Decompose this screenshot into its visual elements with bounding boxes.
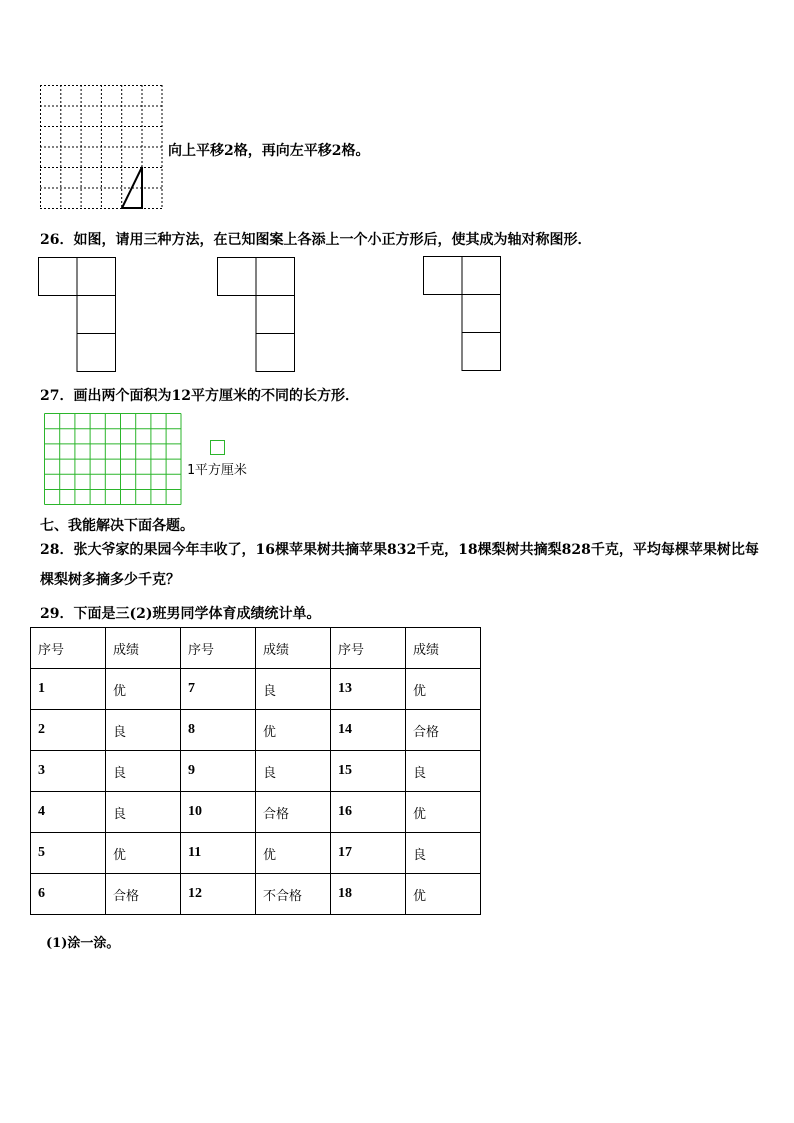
table-header: 序号 bbox=[31, 628, 106, 669]
table-cell: 良 bbox=[256, 751, 331, 792]
table-header: 成绩 bbox=[406, 628, 481, 669]
table-cell: 3 bbox=[31, 751, 106, 792]
table-cell: 优 bbox=[256, 710, 331, 751]
table-cell: 4 bbox=[31, 792, 106, 833]
unit-label: 1平方厘米 bbox=[187, 463, 247, 478]
table-header-row bbox=[31, 628, 481, 669]
q25-instruction: 向上平移2格，再向左平移2格。 bbox=[168, 143, 370, 159]
table-cell: 11 bbox=[181, 833, 256, 874]
table-cell: 7 bbox=[181, 669, 256, 710]
q26-text: 26．如图，请用三种方法，在已知图案上各添上一个小正方形后，使其成为轴对称图形． bbox=[40, 232, 592, 248]
table-cell: 1 bbox=[31, 669, 106, 710]
q28-text: 28．张大爷家的果园今年丰收了，16棵苹果树共摘苹果832千克，18棵梨树共摘梨828千克，平均每棵苹果树比每棵梨树多摘多少千克？ bbox=[40, 542, 759, 588]
table-cell: 优 bbox=[106, 669, 181, 710]
table-cell: 良 bbox=[106, 751, 181, 792]
table-cell: 优 bbox=[406, 874, 481, 915]
table-cell: 良 bbox=[406, 751, 481, 792]
table-header: 序号 bbox=[181, 628, 256, 669]
table-header: 序号 bbox=[331, 628, 406, 669]
table-row bbox=[31, 833, 481, 874]
unit-square bbox=[210, 440, 226, 456]
q27-text: 27．画出两个面积为12平方厘米的不同的长方形． bbox=[40, 388, 359, 404]
q29-sub1: (1)涂一涂。 bbox=[46, 936, 120, 951]
table-cell: 8 bbox=[181, 710, 256, 751]
table-cell: 9 bbox=[181, 751, 256, 792]
table-cell: 优 bbox=[406, 669, 481, 710]
table-cell: 18 bbox=[331, 874, 406, 915]
green-grid bbox=[44, 413, 184, 507]
table-row bbox=[31, 792, 481, 833]
table-cell: 合格 bbox=[106, 874, 181, 915]
table-cell: 优 bbox=[106, 833, 181, 874]
table-header: 成绩 bbox=[106, 628, 181, 669]
table-cell: 10 bbox=[181, 792, 256, 833]
table-cell: 合格 bbox=[256, 792, 331, 833]
table-cell: 2 bbox=[31, 710, 106, 751]
table-cell: 5 bbox=[31, 833, 106, 874]
table-row bbox=[31, 751, 481, 792]
table-cell: 良 bbox=[106, 792, 181, 833]
table-cell: 良 bbox=[256, 669, 331, 710]
table-cell: 14 bbox=[331, 710, 406, 751]
table-row bbox=[31, 874, 481, 915]
table-cell: 15 bbox=[331, 751, 406, 792]
table-cell: 6 bbox=[31, 874, 106, 915]
shape-1 bbox=[38, 257, 118, 375]
section-title: 七、我能解决下面各题。 bbox=[40, 518, 194, 534]
shape-2 bbox=[217, 257, 297, 375]
table-row bbox=[31, 669, 481, 710]
table-cell: 17 bbox=[331, 833, 406, 874]
table-cell: 优 bbox=[406, 792, 481, 833]
table-cell: 16 bbox=[331, 792, 406, 833]
q29-text: 29．下面是三(2)班男同学体育成绩统计单。 bbox=[40, 606, 321, 622]
table-cell: 良 bbox=[406, 833, 481, 874]
table-cell: 不合格 bbox=[256, 874, 331, 915]
table-header: 成绩 bbox=[256, 628, 331, 669]
translation-grid bbox=[40, 85, 164, 210]
table-cell: 12 bbox=[181, 874, 256, 915]
table-cell: 合格 bbox=[406, 710, 481, 751]
grades-table bbox=[30, 627, 481, 915]
table-row bbox=[31, 710, 481, 751]
table-cell: 良 bbox=[106, 710, 181, 751]
table-cell: 13 bbox=[331, 669, 406, 710]
shape-3 bbox=[423, 256, 503, 374]
table-cell: 优 bbox=[256, 833, 331, 874]
